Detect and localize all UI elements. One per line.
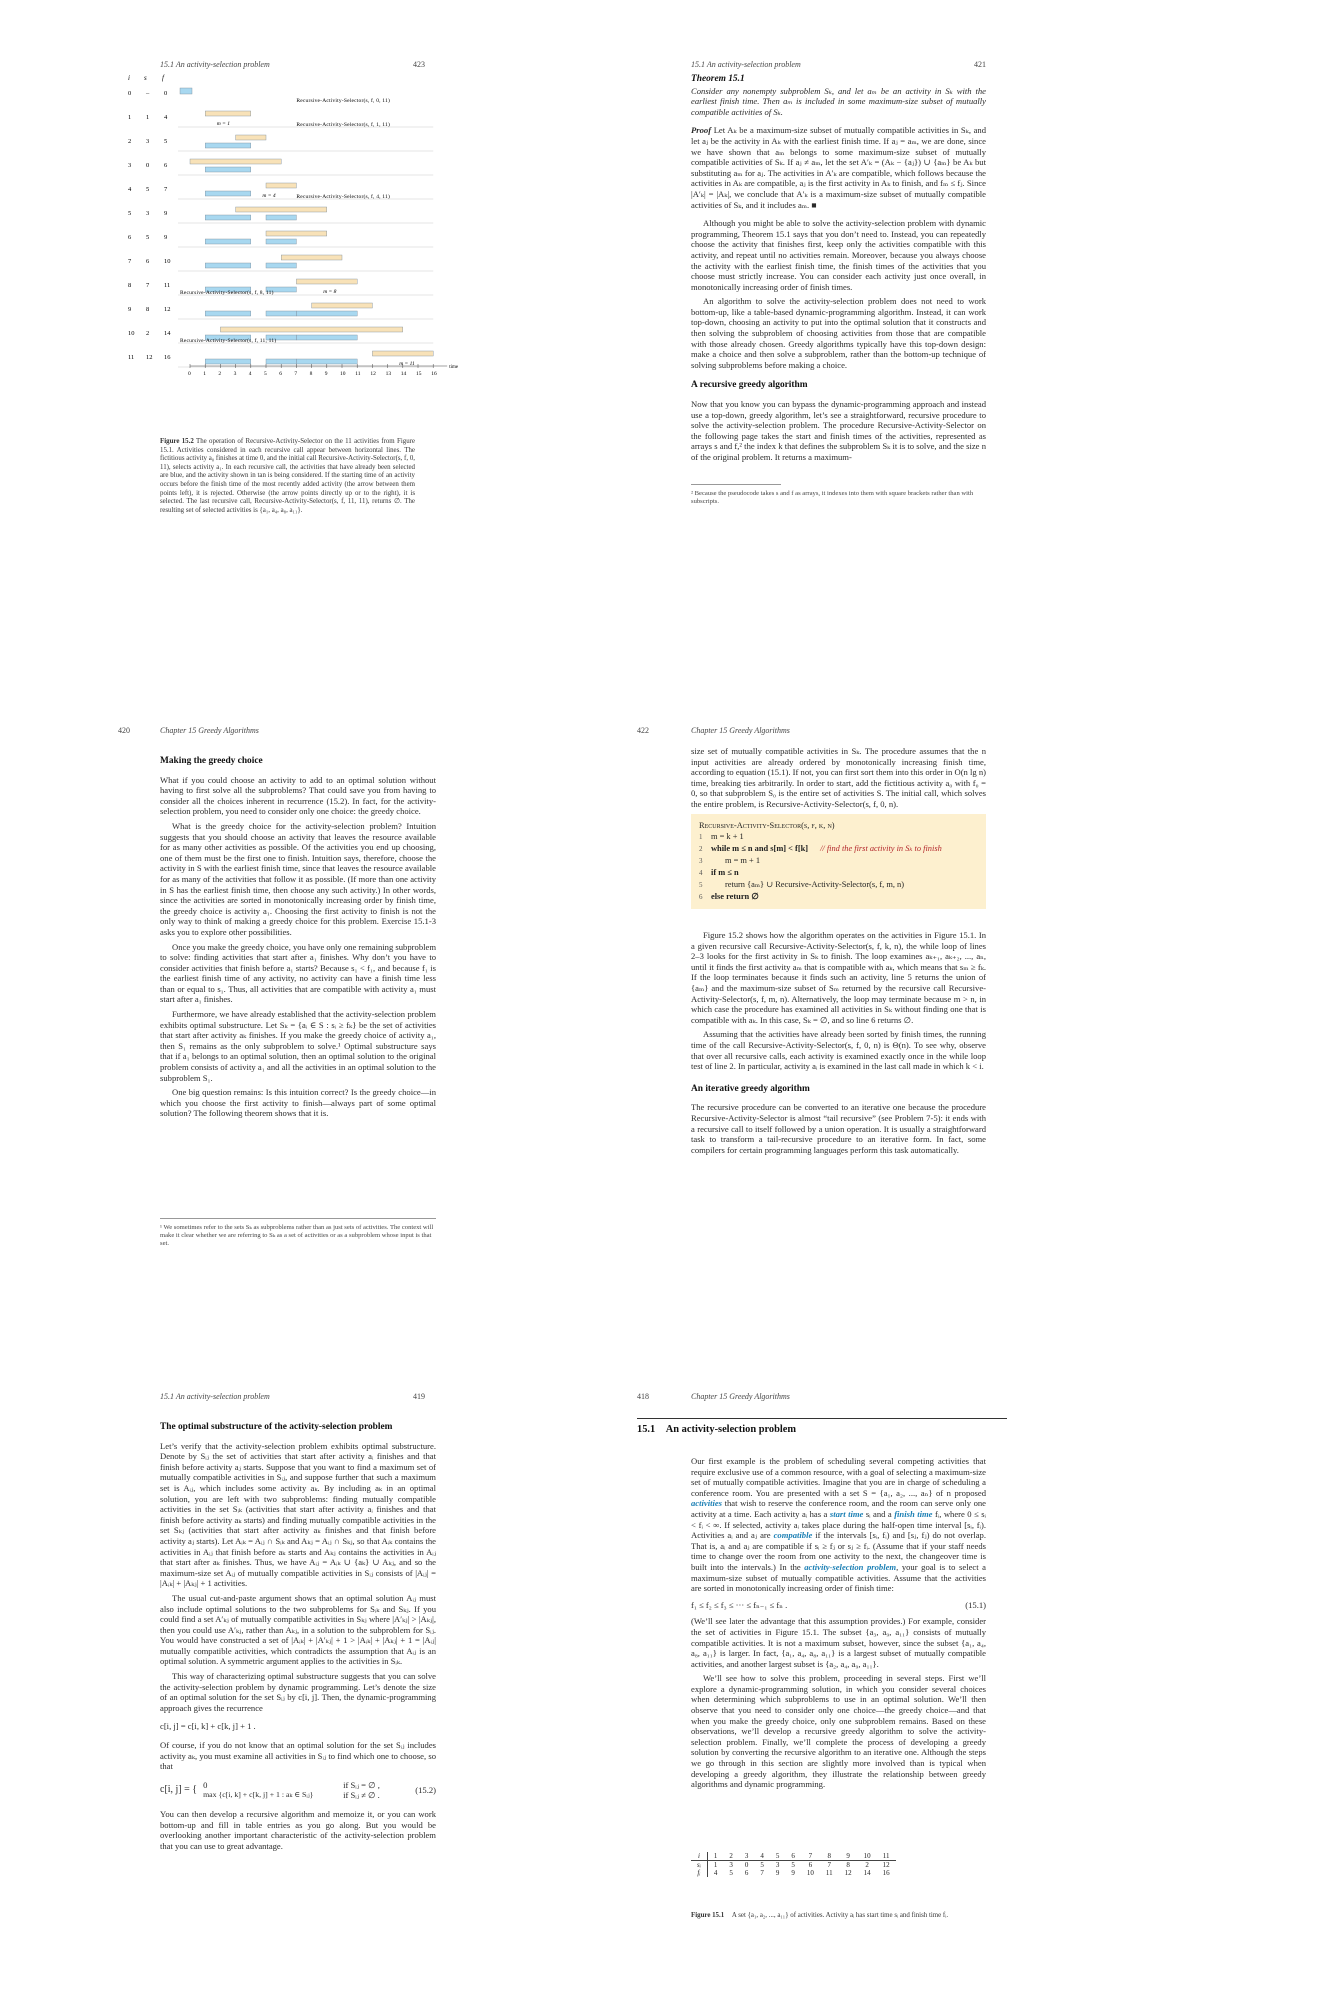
line-number: 4 xyxy=(699,869,703,877)
line-number: 2 xyxy=(699,845,703,853)
recursive-call-label: Recursive-Activity-Selector(s, f, 4, 11) xyxy=(296,194,391,200)
section-title: A recursive greedy algorithm xyxy=(691,380,808,391)
selected-activity-bar xyxy=(266,263,296,268)
selected-activity-bar xyxy=(205,143,251,148)
equation-number: (15.1) xyxy=(965,1599,986,1610)
equation: f₁ ≤ f₂ ≤ f₃ ≤ ··· ≤ fₙ₋₁ ≤ fₙ . xyxy=(691,1599,788,1610)
figure-15-1-table xyxy=(691,1852,896,1877)
proof-label: Proof xyxy=(691,125,712,136)
footnote: ¹ We sometimes refer to the sets Sₖ as subproblems rather than as just sets of activities. The context will make it clear whether we are referring to Sₖ as a set of activities or as a subproblem whose input is that set. xyxy=(160,1224,434,1247)
row-index: 8 xyxy=(128,282,132,289)
running-header xyxy=(691,60,986,69)
paragraph: Now that you know you can bypass the dynamic-programming approach and instead use a top-down, greedy algorithm, let’s see a straightforward, recursive procedure to solve the activity-selection problem. The procedure Recursive-Activity-Selector on the following page takes the start and finish times of the activities, represented as arrays s and f,² the index k that defines the subproblem Sₖ it is to solve, and the size n of the original problem. It returns a maximum- xyxy=(691,399,986,462)
axis-tick-label: 6 xyxy=(279,371,282,377)
code-text: if m ≤ n xyxy=(711,868,739,877)
code-text: while m ≤ n and s[m] < f[k] xyxy=(711,844,809,853)
paragraph: The usual cut-and-paste argument shows that an optimal solution Aᵢⱼ must also include optimal solutions to the two subproblems for Sᵢₖ and Sₖⱼ. If you could find a set A′ₖⱼ of mutually compatible activities in Sₖⱼ where |A′ₖⱼ| > |Aₖⱼ|, then you could use A′ₖⱼ, rather than Aₖⱼ, in a solution to the subproblem for Sᵢⱼ. You would have constructed a set of |Aᵢₖ| + |A′ₖⱼ| + 1 > |Aᵢₖ| + |Aₖⱼ| + 1 = |Aᵢⱼ| mutually compatible activities, which contradicts the assumption that Aᵢⱼ is an optimal solution. A symmetric argument applies to the activities in Sᵢₖ. xyxy=(160,1592,436,1667)
page-number: 419 xyxy=(413,1392,425,1401)
paragraph: Assuming that the activities have already been sorted by finish times, the running time of the call Recursive-Activity-Selector(s, f, 0, n) is Θ(n). To see why, observe that over all recursive calls, each activity is examined exactly once in the while loop test of line 2. In particular, activity aᵢ is examined in the last call made in which k < i. xyxy=(691,1029,986,1072)
table-cell: 6 xyxy=(808,1861,813,1869)
considered-activity-bar xyxy=(236,135,266,140)
table-row xyxy=(691,1869,896,1877)
page-418-body xyxy=(691,1456,986,1794)
case-condition: if Sᵢⱼ = ∅ , xyxy=(343,1779,380,1790)
paragraph: One big question remains: Is this intuition correct? Is the greedy choice—in which you choose the first activity to finish—always part of some optimal solution? The following theorem shows that it is. xyxy=(160,1087,436,1119)
considered-activity-bar xyxy=(312,303,373,308)
page-number: 423 xyxy=(413,60,425,69)
axis-tick-label: 7 xyxy=(294,371,298,377)
row-index: 1 xyxy=(128,114,132,121)
keyword: activities xyxy=(691,1498,723,1509)
code-line xyxy=(699,843,978,855)
row-start: 5 xyxy=(146,186,150,193)
footnote-rule xyxy=(691,484,781,485)
paragraph: Although you might be able to solve the activity-selection problem with dynamic programming, Theorem 15.1 says that you don’t need to. Instead, you can repeatedly choose the activity that finishes first, keep only the activities compatible with this activity, and repeat until no activities remain. Moreover, because you always choose the activity with the earliest finish time, the finish times of the activities that you choose must strictly increase. You can consider each activity just once overall, in monotonically increasing order of finish times. xyxy=(691,218,986,292)
table-cell: 14 xyxy=(863,1869,871,1877)
table-cell: 4 xyxy=(760,1852,764,1860)
section-rule xyxy=(637,1418,1007,1419)
table-cell: 12 xyxy=(882,1861,890,1869)
running-title: 15.1 An activity-selection problem xyxy=(160,1392,270,1401)
running-title: Chapter 15 Greedy Algorithms xyxy=(691,726,790,735)
axis-tick-label: 8 xyxy=(309,371,313,377)
row-start: – xyxy=(146,90,150,97)
table-cell: 3 xyxy=(744,1852,749,1860)
code-line xyxy=(699,855,978,867)
paragraph: Furthermore, we have already established that the activity-selection problem exhibits optimal substructure. Let Sₖ = {aᵢ ∈ S : sᵢ ≥ fₖ} be the set of activities that start after activity aₖ finishes. If you make the greedy choice of activity a₁, then S₁ remains as the only subproblem to solve.¹ Optimal substructure says that if a₁ belongs to an optimal solution, then an optimal solution to the original problem consists of activity a₁ and all the activities in an optimal solution to the subproblem S₁. xyxy=(160,1009,436,1083)
row-finish: 7 xyxy=(164,186,168,193)
m-label: m = 1 xyxy=(216,121,230,127)
table-cell: 4 xyxy=(713,1869,718,1877)
axis-tick-label: 0 xyxy=(188,371,191,377)
row-index: 11 xyxy=(128,354,135,361)
code-line xyxy=(699,891,978,903)
table-cell: 0 xyxy=(744,1861,749,1869)
row-finish: 5 xyxy=(164,138,168,145)
row-start: 3 xyxy=(146,210,150,217)
figure-15-2 xyxy=(120,70,460,377)
paragraph: We’ll see how to solve this problem, proceeding in several steps. First we’ll explore a dynamic-programming solution, in which you consider several choices when determining which subproblems to use in an optimal solution. We’ll then observe that you need to consider only one choice—the greedy choice—and that when you make the greedy choice, only one subproblem remains. Based on these observations, we’ll develop a recursive greedy algorithm to solve the activity-selection problem. Finally, we’ll complete the process of developing a greedy solution by converting the recursive algorithm to an iterative one. Although the steps we go through in this section are slightly more involved than is typical when developing a greedy algorithm, they illustrate the relationship between greedy algorithms and dynamic programming. xyxy=(691,1673,986,1790)
table-cell: 5 xyxy=(729,1869,733,1877)
axis-tick-label: 12 xyxy=(370,371,376,377)
equation-case xyxy=(203,1790,415,1801)
table-cell: 7 xyxy=(827,1861,831,1869)
equation-lhs: c[i, j] = { xyxy=(160,1784,198,1796)
row-finish: 0 xyxy=(164,90,168,97)
running-title: 15.1 An activity-selection problem xyxy=(691,60,801,69)
selected-activity-bar xyxy=(266,311,296,316)
line-number: 6 xyxy=(699,893,703,901)
table-cell: 7 xyxy=(808,1852,813,1860)
table-cell: 5 xyxy=(791,1861,795,1869)
qed-mark: ■ xyxy=(811,199,817,210)
row-finish: 6 xyxy=(164,162,168,169)
row-start: 0 xyxy=(146,162,150,169)
equation-case xyxy=(203,1780,415,1791)
considered-activity-bar xyxy=(372,351,433,356)
code-line xyxy=(699,879,978,891)
table-cell: 9 xyxy=(775,1869,780,1877)
section-title: Making the greedy choice xyxy=(160,756,263,766)
row-start: 1 xyxy=(146,114,150,121)
considered-activity-bar xyxy=(266,183,296,188)
table-cell: 7 xyxy=(760,1869,764,1877)
paragraph: What if you could choose an activity to add to an optimal solution without having to first solve all the subproblems? That could save you from having to consider all the choices inherent in recurrence (15.2). In fact, for the activity-selection problem, you need to consider only one choice: the greedy choice. xyxy=(160,774,436,817)
running-title: Chapter 15 Greedy Algorithms xyxy=(160,726,259,735)
intro-paragraph: size set of mutually compatible activities in Sₖ. The procedure assumes that the n input activities are already ordered by monotonically increasing finish time, according to equation (15.1). If not, you can first sort them into this order in O(n lg n) time, breaking ties arbitrarily. In order to start, add the fictitious activity a₀ with f₀ = 0, so that subproblem S₀ is the entire set of activities S. The initial call, which solves the entire problem, is Recursive-Activity-Selector(s, f, 0, n). xyxy=(691,746,986,809)
keyword: activity-selection problem xyxy=(804,1561,897,1572)
axis-tick-label: 11 xyxy=(355,371,361,377)
axis-tick-label: 1 xyxy=(203,371,206,377)
text-run: , your goal is to select a maximum-size subset of mutually compatible activities. Assume that the activities are sorted in monotonically increasing order of finish time: xyxy=(691,1561,986,1594)
selected-activity-bar xyxy=(205,239,251,244)
table-cell: 1 xyxy=(713,1852,718,1860)
row-index: 5 xyxy=(128,210,132,217)
considered-activity-bar xyxy=(190,159,281,164)
section-title: An iterative greedy algorithm xyxy=(691,1083,810,1094)
row-finish: 4 xyxy=(164,114,168,121)
row-index: 9 xyxy=(128,306,132,313)
equation-15-1 xyxy=(691,1600,986,1611)
section-title: An activity-selection problem xyxy=(665,1424,797,1435)
axis-tick-label: 10 xyxy=(340,371,346,377)
row-start: 3 xyxy=(146,138,150,145)
running-header xyxy=(118,726,426,735)
row-start: 2 xyxy=(146,330,150,337)
page-420 xyxy=(0,666,667,1332)
axis-tick-label: 13 xyxy=(385,371,392,377)
code-text: return {aₘ} ∪ Recursive-Activity-Selector(s, f, m, n) xyxy=(725,880,905,889)
equation-15-2 xyxy=(160,1780,436,1801)
recursive-call-label: Recursive-Activity-Selector(s, f, 11, 11) xyxy=(180,338,277,344)
row-start: 7 xyxy=(146,282,150,289)
selected-activity-bar xyxy=(296,359,357,364)
table-cell: 3 xyxy=(729,1861,733,1869)
page-422 xyxy=(637,666,1334,1332)
pseudocode-box xyxy=(691,814,986,909)
axis-label: time xyxy=(449,365,459,370)
m-label: m = 8 xyxy=(323,289,337,295)
table-cell: 3 xyxy=(775,1861,780,1869)
selected-activity-bar xyxy=(205,263,251,268)
table-cell: 10 xyxy=(806,1869,814,1877)
paragraph: (We’ll see later the advantage that this assumption provides.) For example, consider the set of activities in Figure 15.1. The subset {a₃, a₉, a₁₁} consists of mutually compatible activities. It is not a maximum subset, however, since the subset {a₁, a₄, a₈, a₁₁} is larger. In fact, {a₁, a₄, a₈, a₁₁} is a largest subset of mutually compatible activities, and another largest subset is {a₂, a₄, a₉, a₁₁}. xyxy=(691,1616,986,1669)
selected-activity-bar xyxy=(266,215,296,220)
code-line xyxy=(699,831,978,843)
line-number: 3 xyxy=(699,857,703,865)
code-line xyxy=(699,867,978,879)
running-header xyxy=(160,1392,425,1401)
axis-tick-label: 9 xyxy=(324,371,328,377)
table-cell: 10 xyxy=(863,1852,871,1860)
paragraph: An algorithm to solve the activity-selection problem does not need to work bottom-up, like a table-based dynamic-programming algorithm. Instead, it can work top-down, choosing an activity to put into the optimal solution that it constructs and then solving the subproblem of choosing activities from those that are compatible with those already chosen. Greedy algorithms typically have this top-down design: make a choice and then solve a subproblem, rather than the bottom-up technique of solving subproblems before making a choice. xyxy=(691,296,986,370)
page-419 xyxy=(0,1332,667,1998)
row-start: 8 xyxy=(146,306,150,313)
table-cell: 12 xyxy=(844,1869,852,1877)
considered-activity-bar xyxy=(296,279,357,284)
recursive-call-label: Recursive-Activity-Selector(s, f, 1, 11) xyxy=(296,122,391,128)
selected-activity-bar xyxy=(205,191,251,196)
row-header: sᵢ xyxy=(691,1861,707,1870)
row-finish: 16 xyxy=(164,354,171,361)
row-index: 10 xyxy=(128,330,135,337)
table-cell: 2 xyxy=(865,1861,869,1869)
equation-number: (15.2) xyxy=(415,1785,436,1796)
page-number: 421 xyxy=(974,60,986,69)
table-cell: 9 xyxy=(791,1869,795,1877)
axis-tick-label: 15 xyxy=(416,371,422,377)
running-title: Chapter 15 Greedy Algorithms xyxy=(691,1392,790,1401)
axis-tick-label: 16 xyxy=(431,371,437,377)
equation: c[i, j] = c[i, k] + c[k, j] + 1 . xyxy=(160,1721,256,1732)
running-header xyxy=(160,60,425,69)
considered-activity-bar xyxy=(236,207,327,212)
page-422-body xyxy=(691,930,986,1159)
line-number: 1 xyxy=(699,833,703,841)
paragraph: Of course, if you do not know that an optimal solution for the set Sᵢⱼ includes activity aₖ, you must examine all activities in Sᵢⱼ to find which one to choose, so that xyxy=(160,1740,436,1772)
table-cell: 16 xyxy=(882,1869,890,1877)
m-label: m = 11 xyxy=(399,361,415,367)
table-cell: 1 xyxy=(713,1861,718,1869)
paragraph: The recursive procedure can be converted to an iterative one because the procedure Recursive-Activity-Selector is almost “tail recursive” (see Problem 7-5): it ends with a recursive call to itself followed by a union operation. It is usually a straightforward task to transform a tail-recursive procedure to an iterative form. In fact, some compilers for certain programming languages perform this task automatically. xyxy=(691,1102,986,1155)
keyword: finish time xyxy=(894,1508,933,1519)
axis-tick-label: 14 xyxy=(400,371,407,377)
row-header: fᵢ xyxy=(691,1869,707,1877)
pseudocode-title: Recursive-Activity-Selector(s, f, k, n) xyxy=(699,821,835,830)
paragraph: Figure 15.2 shows how the algorithm operates on the activities in Figure 15.1. In a given recursive call Recursive-Activity-Selector(s, f, k, n), the while loop of lines 2–3 looks for the first activity in Sₖ to finish. The loop examines aₖ₊₁, aₖ₊₂, ..., aₙ, until it finds the first activity aₘ that is compatible with aₖ, which means that sₘ ≥ fₖ. If the loop terminates because it finds such an activity, line 5 returns the union of {aₘ} and the maximum-size subset of Sₘ returned by the recursive call Recursive-Activity-Selector(s, f, m, n). Alternatively, the loop may terminate because m > n, in which case the procedure has examined all activities in Sₖ without finding one that is compatible with aₖ. In this case, Sₖ = ∅, and so line 6 returns ∅. xyxy=(691,930,986,1025)
section-number: 15.1 xyxy=(637,1424,656,1435)
running-header xyxy=(637,1392,957,1401)
running-title: 15.1 An activity-selection problem xyxy=(160,60,270,69)
code-comment: // find the first activity in Sₖ to finish xyxy=(820,844,942,853)
page-421 xyxy=(667,0,1334,666)
text-run: Our first example is the problem of scheduling several competing activities that require exclusive use of a common resource, with a goal of selecting a maximum-size set of mutually compatible activities. Imagine that you are in charge of scheduling a conference room. You are presented with a set S = {a₁, a₂, ..., aₙ} of n proposed xyxy=(691,1456,986,1498)
page-421-body xyxy=(691,72,986,467)
keyword: compatible xyxy=(773,1530,813,1541)
recursive-call-label: Recursive-Activity-Selector(s, f, 8, 11) xyxy=(180,290,274,296)
section-heading xyxy=(637,1424,796,1435)
row-index: 7 xyxy=(128,258,132,265)
text-run: fᵢ, where 0 ≤ sᵢ < fᵢ < ∞. If selected, activity aᵢ takes place during the half-open time interval [sᵢ, fᵢ). Activities aᵢ and aⱼ are xyxy=(691,1508,986,1541)
footnote-rule xyxy=(160,1218,436,1219)
row-header: i xyxy=(691,1852,707,1861)
page-423 xyxy=(0,0,667,666)
table-cell: 2 xyxy=(729,1852,733,1860)
theorem-title: Theorem 15.1 xyxy=(691,74,745,84)
header-s: s xyxy=(144,74,147,82)
row-index: 3 xyxy=(128,162,132,169)
table-cell: 11 xyxy=(825,1869,833,1877)
selected-activity-bar xyxy=(205,311,251,316)
row-finish: 11 xyxy=(164,282,171,289)
page-420-body xyxy=(160,750,436,1123)
row-finish: 10 xyxy=(164,258,171,265)
selected-activity-bar xyxy=(266,359,296,364)
row-finish: 9 xyxy=(164,210,168,217)
selected-activity-bar xyxy=(266,239,296,244)
case-value: 0 xyxy=(203,1779,208,1790)
header-f: f xyxy=(162,74,164,82)
equation-cases xyxy=(203,1780,415,1801)
table-cell: 9 xyxy=(846,1852,850,1860)
selected-activity-bar xyxy=(296,335,357,340)
page-number: 418 xyxy=(637,1392,649,1401)
figure-15-1-caption xyxy=(691,1912,986,1921)
table-row xyxy=(691,1861,896,1870)
caption-text: The operation of Recursive-Activity-Selector on the 11 activities from Figure 15.1. Activities considered in each recursive call appear between horizontal lines. The fictitious activity a₀ finishes at time 0, and the initial call Recursive-Activity-Selector(s, f, 0, 11), selects activity a₁. In each recursive call, the activities that have already been selected are blue, and the activity shown in tan is being considered. If the starting time of an activity occurs before the finish time of the most recently added activity (the arrow between them points left), it is rejected. Otherwise (the arrow points directly up or to the right), it is selected. The last recursive call, Recursive-Activity-Selector(s, f, 11, 11), returns ∅. The resulting set of selected activities is {a₁, a₄, a₈, a₁₁}. xyxy=(160,438,415,514)
axis-tick-label: 2 xyxy=(218,371,222,377)
selected-activity-bar xyxy=(205,215,251,220)
running-header xyxy=(637,726,957,735)
line-number: 5 xyxy=(699,881,703,889)
page-number: 420 xyxy=(118,726,130,735)
keyword: start time xyxy=(829,1508,864,1519)
section-title: The optimal substructure of the activity-selection problem xyxy=(160,1422,393,1432)
table-cell: 6 xyxy=(791,1852,795,1860)
selected-activity-bar xyxy=(205,359,251,364)
activity-bar-a0 xyxy=(180,88,192,94)
axis-tick-label: 4 xyxy=(248,371,252,377)
row-index: 4 xyxy=(128,186,132,193)
m-label: m = 4 xyxy=(262,193,276,199)
header-i: i xyxy=(128,74,130,82)
page-number: 422 xyxy=(637,726,649,735)
row-start: 5 xyxy=(146,234,150,241)
table-cell: 6 xyxy=(744,1869,749,1877)
paragraph: This way of characterizing optimal substructure suggests that you can solve the activity-selection problem by dynamic programming. Let’s denote the size of an optimal solution for the set Sᵢⱼ by c[i, j]. Then, the dynamic-programming approach gives the recurrence xyxy=(160,1671,436,1713)
row-index: 0 xyxy=(128,90,132,97)
caption-label: Figure 15.1 xyxy=(691,1912,725,1919)
considered-activity-bar xyxy=(281,255,342,260)
row-index: 2 xyxy=(128,138,132,145)
recursive-call-label: Recursive-Activity-Selector(s, f, 0, 11) xyxy=(296,98,391,104)
table-row xyxy=(691,1852,896,1861)
table-cell: 5 xyxy=(760,1861,764,1869)
footnote: ² Because the pseudocode takes s and f as arrays, it indexes into them with square brackets rather than with subscripts. xyxy=(691,490,974,505)
page-418 xyxy=(637,1332,1334,1998)
row-finish: 12 xyxy=(164,306,171,313)
paragraph: Let’s verify that the activity-selection problem exhibits optimal substructure. Denote by Sᵢⱼ the set of activities that start after activity aᵢ finishes and that finish before activity aⱼ starts. Suppose that you want to find a maximum set of mutually compatible activities in Sᵢⱼ, and suppose further that such a maximum set is Aᵢⱼ, which includes some activity aₖ. By including aₖ in an optimal solution, you are left with two subproblems: finding mutually compatible activities in the set Sᵢₖ (activities that start after activity aᵢ finishes and that finish before activity aₖ starts) and finding mutually compatible activities in the set Sₖⱼ (activities that start after activity aₖ finishes and that finish before activity aⱼ starts). Let Aᵢₖ = Aᵢⱼ ∩ Sᵢₖ and Aₖⱼ = Aᵢⱼ ∩ Sₖⱼ, so that Aᵢₖ contains the activities in Aᵢⱼ that finish before aₖ starts and Aₖⱼ contains the activities in Aᵢⱼ that start after aₖ finishes. Thus, we have Aᵢⱼ = Aᵢₖ ∪ {aₖ} ∪ Aₖⱼ, and so the maximum-size set Aᵢⱼ of mutually compatible activities in Sᵢⱼ consists of |Aᵢⱼ| = |Aᵢₖ| + |Aₖⱼ| + 1 activities. xyxy=(160,1440,436,1589)
selected-activity-bar xyxy=(205,167,251,172)
axis-tick-label: 5 xyxy=(264,371,267,377)
code-text: m = k + 1 xyxy=(711,832,744,841)
row-finish: 9 xyxy=(164,234,168,241)
code-text: else return ∅ xyxy=(711,892,759,901)
table-cell: 8 xyxy=(827,1852,831,1860)
case-value: max {c[i, k] + c[k, j] + 1 : aₖ ∈ Sᵢⱼ} xyxy=(203,1790,314,1800)
row-index: 6 xyxy=(128,234,132,241)
proof-text: Let Aₖ be a maximum-size subset of mutually compatible activities in Sₖ, and let aⱼ be the activity in Aₖ with the earliest finish time. If aⱼ = aₘ, we are done, since we have shown that aₘ belongs to some maximum-size subset of mutually compatible activities of Sₖ. If aⱼ ≠ aₘ, let the set A′ₖ = (Aₖ − {aⱼ}) ∪ {aₘ} be Aₖ but substituting aₘ for aⱼ. The activities in A′ₖ are compatible, which follows because the activities in Aₖ are compatible, aⱼ is the first activity in Aₖ to finish, and fₘ ≤ fⱼ. Since |A′ₖ| = |Aₖ|, we conclude that A′ₖ is a maximum-size subset of mutually compatible activities of Sₖ, and it includes aₘ. xyxy=(691,125,986,210)
case-condition: if Sᵢⱼ ≠ ∅ . xyxy=(343,1790,380,1801)
caption-label: Figure 15.2 xyxy=(160,438,194,445)
considered-activity-bar xyxy=(220,327,402,332)
page-419-body xyxy=(160,1416,436,1855)
code-text: m = m + 1 xyxy=(725,856,761,865)
table-cell: 11 xyxy=(882,1852,890,1860)
text-run: sᵢ and a xyxy=(865,1508,892,1519)
selected-activity-bar xyxy=(296,311,357,316)
considered-activity-bar xyxy=(266,231,327,236)
text-run: that wish to reserve the conference room, and the room can serve only one activity at a time. Each activity aᵢ has a xyxy=(691,1498,986,1519)
paragraph: What is the greedy choice for the activity-selection problem? Intuition suggests that you should choose an activity that leaves the resource available for as many other activities as possible. Of the activities you end up choosing, one of them must be the first one to finish. Intuition says, therefore, choose the activity in S with the earliest finish time, since that leaves the resource available for as many of the activities that follow it as possible. (If more than one activity in S has the earliest finish time, then choose any such activity.) In other words, since the activities are sorted in monotonically increasing order by finish time, the greedy choice is activity a₁. Choosing the first activity to finish is not the only way to think of making a greedy choice for this problem. Exercise 15.1-3 asks you to explore other possibilities. xyxy=(160,820,436,937)
row-start: 6 xyxy=(146,258,150,265)
table-cell: 5 xyxy=(775,1852,780,1860)
theorem-text: Consider any nonempty subproblem Sₖ, and let aₘ be an activity in Sₖ with the earliest finish time. Then aₘ is included in some maximum-size subset of mutually compatible activities of Sₖ. xyxy=(691,85,986,117)
caption-text: A set {a₁, a₂, ..., a₁₁} of activities. Activity aᵢ has start time sᵢ and finish time fᵢ. xyxy=(731,1912,949,1919)
row-start: 12 xyxy=(146,354,153,361)
considered-activity-bar xyxy=(205,111,251,116)
figure-15-2-caption xyxy=(160,438,415,515)
paragraph: Once you make the greedy choice, you have only one remaining subproblem to solve: finding activities that start after a₁ finishes. Why don’t you have to consider activities that finish before a₁ starts? Because s₁ < f₁, and because f₁ is the earliest finish time of any activity, no activity can have a finish time less than or equal to s₁. Thus, all activities that are compatible with activity a₁ must start after a₁ finishes. xyxy=(160,941,436,1005)
paragraph: You can then develop a recursive algorithm and memoize it, or you can work bottom-up and fill in table entries as you go along. But you would be overlooking another important characteristic of the activity-selection problem that you can use to great advantage. xyxy=(160,1809,436,1851)
text-run: if the intervals [sᵢ, fᵢ) and [sⱼ, fⱼ) do not overlap. That is, aᵢ and aⱼ are compatible if sᵢ ≥ fⱼ or sⱼ ≥ fᵢ. (Assume that if your staff needs time to change over the room from one activity to the next, the changeover time is built into the intervals.) In the xyxy=(691,1530,986,1572)
axis-tick-label: 3 xyxy=(233,371,237,377)
table-cell: 8 xyxy=(846,1861,850,1869)
row-finish: 14 xyxy=(164,330,171,337)
